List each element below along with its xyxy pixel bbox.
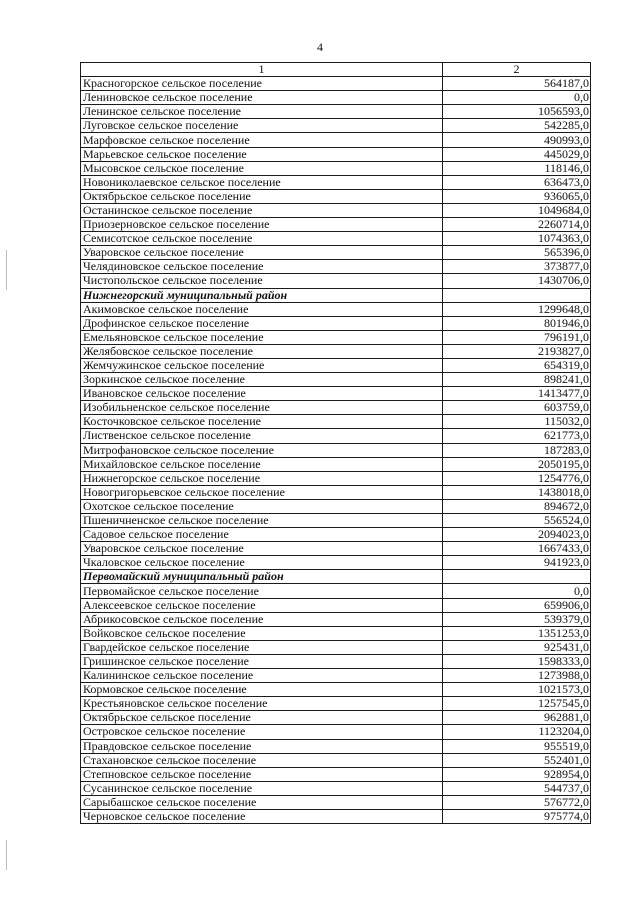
allocation-amount: 621773,0: [443, 429, 591, 443]
settlement-name: Мысовское сельское поселение: [81, 161, 443, 175]
settlement-name: Войковское сельское поселение: [81, 626, 443, 640]
table-row: [81, 443, 591, 457]
settlement-name: Приозерновское сельское поселение: [81, 218, 443, 232]
table-row: [81, 683, 591, 697]
settlement-name: Челядиновское сельское поселение: [81, 260, 443, 274]
allocation-amount: 552401,0: [443, 753, 591, 767]
section-title: Нижнегорский муниципальный район: [81, 288, 443, 302]
allocation-amount: 955519,0: [443, 739, 591, 753]
allocation-amount: 1598333,0: [443, 654, 591, 668]
table-row: [81, 584, 591, 598]
allocation-amount: 801946,0: [443, 316, 591, 330]
settlement-name: Луговское сельское поселение: [81, 119, 443, 133]
allocation-amount: 556524,0: [443, 514, 591, 528]
table-row: [81, 556, 591, 570]
settlement-name: Стахановское сельское поселение: [81, 753, 443, 767]
table-row: [81, 203, 591, 217]
settlement-name: Калининское сельское поселение: [81, 669, 443, 683]
settlement-name: Желябовское сельское поселение: [81, 344, 443, 358]
settlement-name: Охотское сельское поселение: [81, 499, 443, 513]
table-row: [81, 77, 591, 91]
section-row: [81, 570, 591, 584]
table-body: [81, 77, 591, 824]
allocation-amount: 445029,0: [443, 147, 591, 161]
table-row: [81, 654, 591, 668]
settlement-name: Чистопольское сельское поселение: [81, 274, 443, 288]
section-row: [81, 288, 591, 302]
table-row: [81, 499, 591, 513]
table-row: [81, 753, 591, 767]
table-row: [81, 344, 591, 358]
table-row: [81, 358, 591, 372]
allocation-amount: 544737,0: [443, 781, 591, 795]
settlement-name: Гришинское сельское поселение: [81, 654, 443, 668]
allocation-amount: 1056593,0: [443, 105, 591, 119]
allocation-amount: 542285,0: [443, 119, 591, 133]
settlement-name: Новогригорьевское сельское поселение: [81, 485, 443, 499]
settlement-name: Островское сельское поселение: [81, 725, 443, 739]
allocation-amount: 1254776,0: [443, 471, 591, 485]
settlement-name: Пшеничненское сельское поселение: [81, 514, 443, 528]
settlement-name: Красногорское сельское поселение: [81, 77, 443, 91]
settlement-name: Косточковское сельское поселение: [81, 415, 443, 429]
table-row: [81, 711, 591, 725]
settlement-name: Крестьяновское сельское поселение: [81, 697, 443, 711]
table-row: [81, 175, 591, 189]
table-row: [81, 246, 591, 260]
table-row: [81, 457, 591, 471]
allocation-amount: 796191,0: [443, 330, 591, 344]
allocation-amount: 118146,0: [443, 161, 591, 175]
allocation-amount: 0,0: [443, 584, 591, 598]
table-row: [81, 528, 591, 542]
settlement-name: Сарыбашское сельское поселение: [81, 795, 443, 809]
allocation-amount: 1430706,0: [443, 274, 591, 288]
table-row: [81, 669, 591, 683]
settlement-name: Акимовское сельское поселение: [81, 302, 443, 316]
table-row: [81, 91, 591, 105]
settlement-name: Правдовское сельское поселение: [81, 739, 443, 753]
settlement-name: Марьевское сельское поселение: [81, 147, 443, 161]
allocation-amount: 565396,0: [443, 246, 591, 260]
allocation-amount: 659906,0: [443, 598, 591, 612]
allocation-amount: 2193827,0: [443, 344, 591, 358]
table-row: [81, 471, 591, 485]
allocation-amount: 564187,0: [443, 77, 591, 91]
table-row: [81, 598, 591, 612]
table-row: [81, 161, 591, 175]
table-row: [81, 373, 591, 387]
table-row: [81, 218, 591, 232]
table-row: [81, 626, 591, 640]
allocation-amount: 603759,0: [443, 401, 591, 415]
settlement-name: Останинское сельское поселение: [81, 203, 443, 217]
column-header-name: 1: [81, 63, 443, 77]
settlement-name: Абрикосовское сельское поселение: [81, 612, 443, 626]
allocation-amount: 636473,0: [443, 175, 591, 189]
settlement-name: Уваровское сельское поселение: [81, 542, 443, 556]
table-row: [81, 514, 591, 528]
settlement-name: Изобильненское сельское поселение: [81, 401, 443, 415]
table-row: [81, 401, 591, 415]
settlement-name: Лиственское сельское поселение: [81, 429, 443, 443]
table-row: [81, 542, 591, 556]
table-row: [81, 274, 591, 288]
allocation-amount: 1074363,0: [443, 232, 591, 246]
allocation-amount: 1273988,0: [443, 669, 591, 683]
allocation-amount: 2094023,0: [443, 528, 591, 542]
table-row: [81, 485, 591, 499]
table-row: [81, 725, 591, 739]
settlement-name: Гвардейское сельское поселение: [81, 640, 443, 654]
allocation-amount: 941923,0: [443, 556, 591, 570]
table-row: [81, 739, 591, 753]
table-row: [81, 767, 591, 781]
allocation-amount: 115032,0: [443, 415, 591, 429]
table-row: [81, 133, 591, 147]
allocation-amount: 928954,0: [443, 767, 591, 781]
table-row: [81, 119, 591, 133]
allocation-amount: 962881,0: [443, 711, 591, 725]
settlement-name: Новониколаевское сельское поселение: [81, 175, 443, 189]
allocation-amount: 1438018,0: [443, 485, 591, 499]
allocation-amount: 0,0: [443, 91, 591, 105]
table-row: [81, 795, 591, 809]
table-row: [81, 189, 591, 203]
budget-allocation-table: [80, 62, 591, 824]
settlement-name: Первомайское сельское поселение: [81, 584, 443, 598]
scan-edge-mark: [6, 840, 7, 870]
table-row: [81, 302, 591, 316]
table-row: [81, 260, 591, 274]
settlement-name: Ленинское сельское поселение: [81, 105, 443, 119]
settlement-name: Марфовское сельское поселение: [81, 133, 443, 147]
table-row: [81, 105, 591, 119]
table-row: [81, 697, 591, 711]
settlement-name: Садовое сельское поселение: [81, 528, 443, 542]
allocation-amount: 2260714,0: [443, 218, 591, 232]
settlement-name: Октябрьское сельское поселение: [81, 189, 443, 203]
table-row: [81, 781, 591, 795]
allocation-amount: 1021573,0: [443, 683, 591, 697]
settlement-name: Жемчужинское сельское поселение: [81, 358, 443, 372]
section-title: Первомайский муниципальный район: [81, 570, 443, 584]
settlement-name: Емельяновское сельское поселение: [81, 330, 443, 344]
settlement-name: Черновское сельское поселение: [81, 809, 443, 823]
allocation-amount: 1299648,0: [443, 302, 591, 316]
table-row: [81, 147, 591, 161]
table-row: [81, 612, 591, 626]
allocation-amount: 654319,0: [443, 358, 591, 372]
allocation-amount: 925431,0: [443, 640, 591, 654]
settlement-name: Зоркинское сельское поселение: [81, 373, 443, 387]
table-row: [81, 809, 591, 823]
settlement-name: Кормовское сельское поселение: [81, 683, 443, 697]
settlement-name: Лениновское сельское поселение: [81, 91, 443, 105]
page-number: 4: [317, 40, 323, 54]
allocation-amount: 373877,0: [443, 260, 591, 274]
settlement-name: Митрофановское сельское поселение: [81, 443, 443, 457]
allocation-amount: 1123204,0: [443, 725, 591, 739]
table-header-row: [81, 63, 591, 77]
allocation-amount: [443, 288, 591, 302]
allocation-amount: 539379,0: [443, 612, 591, 626]
allocation-amount: 936065,0: [443, 189, 591, 203]
settlement-name: Ивановское сельское поселение: [81, 387, 443, 401]
settlement-name: Октябрьское сельское поселение: [81, 711, 443, 725]
settlement-name: Сусанинское сельское поселение: [81, 781, 443, 795]
allocation-amount: 898241,0: [443, 373, 591, 387]
table-row: [81, 387, 591, 401]
allocation-amount: 576772,0: [443, 795, 591, 809]
table-row: [81, 330, 591, 344]
column-header-value: 2: [443, 63, 591, 77]
allocation-amount: 1049684,0: [443, 203, 591, 217]
settlement-name: Степновское сельское поселение: [81, 767, 443, 781]
table-row: [81, 415, 591, 429]
allocation-amount: 975774,0: [443, 809, 591, 823]
table-row: [81, 232, 591, 246]
table-row: [81, 316, 591, 330]
table-row: [81, 640, 591, 654]
allocation-amount: [443, 570, 591, 584]
settlement-name: Нижнегорское сельское поселение: [81, 471, 443, 485]
allocation-amount: 187283,0: [443, 443, 591, 457]
allocation-amount: 1413477,0: [443, 387, 591, 401]
allocation-amount: 2050195,0: [443, 457, 591, 471]
settlement-name: Чкаловское сельское поселение: [81, 556, 443, 570]
allocation-amount: 1351253,0: [443, 626, 591, 640]
allocation-amount: 1667433,0: [443, 542, 591, 556]
scan-edge-mark: [6, 250, 7, 290]
allocation-amount: 1257545,0: [443, 697, 591, 711]
settlement-name: Михайловское сельское поселение: [81, 457, 443, 471]
settlement-name: Алексеевское сельское поселение: [81, 598, 443, 612]
settlement-name: Дрофинское сельское поселение: [81, 316, 443, 330]
table-row: [81, 429, 591, 443]
settlement-name: Уваровское сельское поселение: [81, 246, 443, 260]
settlement-name: Семисотское сельское поселение: [81, 232, 443, 246]
allocation-amount: 490993,0: [443, 133, 591, 147]
allocation-amount: 894672,0: [443, 499, 591, 513]
